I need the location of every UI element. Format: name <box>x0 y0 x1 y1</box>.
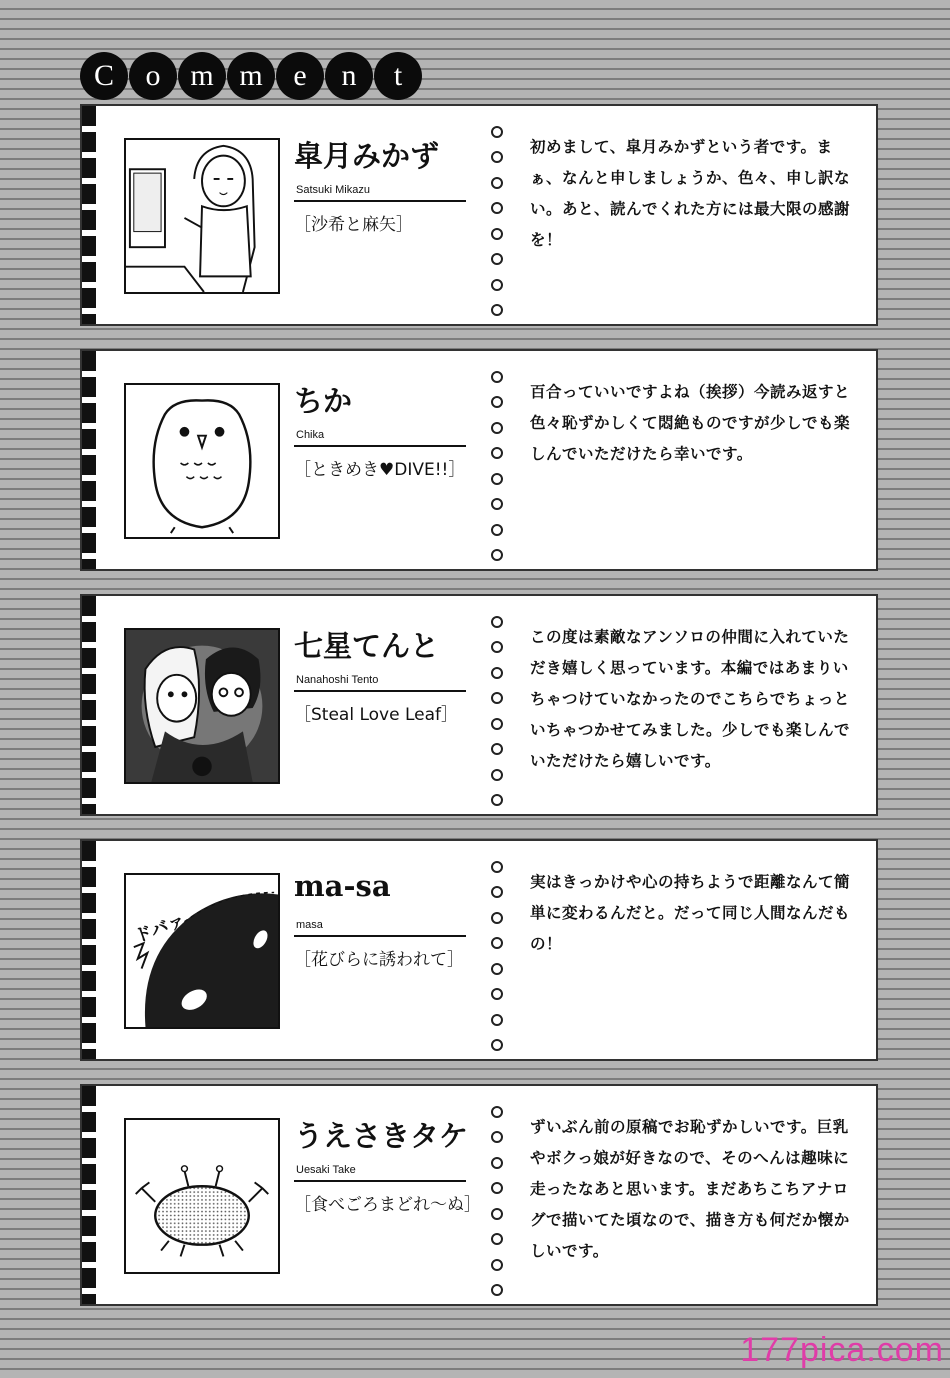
card-stripe <box>82 106 96 324</box>
two-girls-illustration <box>124 628 280 784</box>
binder-ring-icon <box>491 886 503 898</box>
card-stripe <box>82 841 96 1059</box>
binder-ring-icon <box>491 1131 503 1143</box>
binder-rings <box>490 371 504 561</box>
title-letter: t <box>374 52 422 100</box>
author-romaji: Nanahoshi Tento <box>296 674 379 686</box>
binder-ring-icon <box>491 422 503 434</box>
author-name: ma-sa <box>294 869 391 903</box>
work-title: ［沙希と麻矢］ <box>294 215 413 235</box>
binder-ring-icon <box>491 988 503 1000</box>
author-comment: 百合っていいですよね（挨拶）今読み返すと色々恥ずかしくて悶絶ものですが少しでも楽しんでいただけたら幸いです。 <box>530 383 851 463</box>
dark-blob-illustration <box>124 873 280 1029</box>
binder-ring-icon <box>491 177 503 189</box>
author-romaji: Uesaki Take <box>296 1164 356 1176</box>
binder-ring-icon <box>491 253 503 265</box>
title-letter: n <box>325 52 373 100</box>
name-divider <box>294 690 466 692</box>
author-romaji: Chika <box>296 429 325 441</box>
binder-ring-icon <box>491 396 503 408</box>
binder-ring-icon <box>491 616 503 628</box>
title-letter: e <box>276 52 324 100</box>
author-card <box>80 594 878 816</box>
binder-ring-icon <box>491 371 503 383</box>
binder-ring-icon <box>491 1157 503 1169</box>
comment-title <box>80 52 422 100</box>
binder-ring-icon <box>491 202 503 214</box>
author-name: うえさきタケ <box>294 1119 469 1153</box>
binder-ring-icon <box>491 1014 503 1026</box>
girl-at-computer-illustration <box>124 138 280 294</box>
binder-ring-icon <box>491 718 503 730</box>
title-letter: m <box>178 52 226 100</box>
author-card <box>80 349 878 571</box>
work-title: ［食べごろまどれ〜ぬ］ <box>294 1195 481 1215</box>
binder-ring-icon <box>491 473 503 485</box>
owl-illustration <box>124 383 280 539</box>
binder-ring-icon <box>491 794 503 806</box>
author-comment: この度は素敵なアンソロの仲間に入れていただき嬉しく思っています。本編ではあまりいちゃつけていなかったのでこちらでちょっといちゃつかせてみました。少しでも楽しんでいただけたら嬉しいです。 <box>530 628 851 770</box>
card-stripe <box>82 351 96 569</box>
binder-ring-icon <box>491 641 503 653</box>
binder-rings <box>490 616 504 806</box>
binder-ring-icon <box>491 447 503 459</box>
author-comment: ずいぶん前の原稿でお恥ずかしいです。巨乳やボクっ娘が好きなので、そのへんは趣味に走ったなあと思います。まだあちこちアナログで描いてた頃なので、描き方も何だか懐かしいです。 <box>530 1118 850 1260</box>
binder-ring-icon <box>491 861 503 873</box>
binder-ring-icon <box>491 1039 503 1051</box>
binder-ring-icon <box>491 937 503 949</box>
author-card <box>80 839 878 1061</box>
binder-ring-icon <box>491 963 503 975</box>
author-romaji: Satsuki Mikazu <box>296 184 370 196</box>
author-name: 皐月みかず <box>294 139 440 173</box>
binder-ring-icon <box>491 1284 503 1296</box>
binder-ring-icon <box>491 912 503 924</box>
title-letter: m <box>227 52 275 100</box>
card-stripe <box>82 596 96 814</box>
binder-ring-icon <box>491 1182 503 1194</box>
binder-ring-icon <box>491 1259 503 1271</box>
binder-ring-icon <box>491 304 503 316</box>
binder-ring-icon <box>491 498 503 510</box>
author-comment: 実はきっかけや心の持ちようで距離なんて簡単に変わるんだと。だって同じ人間なんだもの！ <box>530 873 851 953</box>
name-divider <box>294 445 466 447</box>
name-divider <box>294 200 466 202</box>
binder-ring-icon <box>491 279 503 291</box>
binder-ring-icon <box>491 126 503 138</box>
binder-rings <box>490 1106 504 1296</box>
binder-ring-icon <box>491 549 503 561</box>
author-comment: 初めまして、皐月みかずという者です。まぁ、なんと申しましょうか、色々、申し訳ない。あと、読んでくれた方には最大限の感謝を！ <box>530 138 851 249</box>
card-stripe <box>82 1086 96 1304</box>
work-title: ［花びらに誘われて］ <box>294 950 464 970</box>
binder-ring-icon <box>491 524 503 536</box>
binder-ring-icon <box>491 1233 503 1245</box>
binder-ring-icon <box>491 228 503 240</box>
title-letter: o <box>129 52 177 100</box>
crab-illustration <box>124 1118 280 1274</box>
binder-ring-icon <box>491 769 503 781</box>
binder-ring-icon <box>491 667 503 679</box>
binder-ring-icon <box>491 1208 503 1220</box>
author-card <box>80 1084 878 1306</box>
binder-rings <box>490 861 504 1051</box>
author-romaji: masa <box>296 919 323 931</box>
title-letter: C <box>80 52 128 100</box>
name-divider <box>294 935 466 937</box>
name-divider <box>294 1180 466 1182</box>
binder-ring-icon <box>491 692 503 704</box>
work-title: ［ときめき♥DIVE!!］ <box>294 460 466 480</box>
site-watermark: 177pica.com <box>740 1331 944 1369</box>
sound-effect-text: ドバァ <box>132 910 189 948</box>
work-title: ［Steal Love Leaf］ <box>294 705 458 725</box>
author-card <box>80 104 878 326</box>
author-name: 七星てんと <box>294 629 440 663</box>
binder-ring-icon <box>491 1106 503 1118</box>
binder-rings <box>490 126 504 316</box>
author-name: ちか <box>294 384 353 418</box>
binder-ring-icon <box>491 743 503 755</box>
binder-ring-icon <box>491 151 503 163</box>
